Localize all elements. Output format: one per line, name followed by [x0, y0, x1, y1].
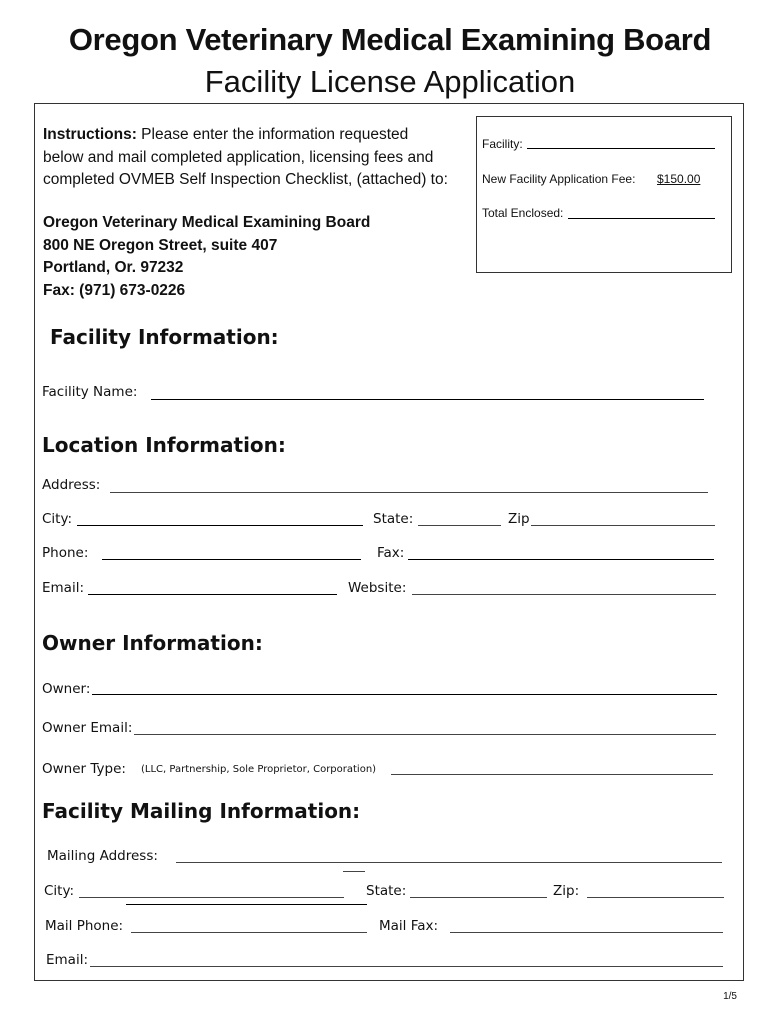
owner-info-heading: Owner Information:	[42, 631, 263, 655]
city-label: City:	[42, 511, 73, 527]
mailing-state-field[interactable]	[410, 897, 547, 898]
mailing-zip-field[interactable]	[587, 897, 724, 898]
owner-field[interactable]	[92, 694, 717, 695]
instructions-label: Instructions:	[43, 126, 137, 143]
facility-mailing-heading: Facility Mailing Information:	[42, 799, 361, 823]
fax-label: Fax:	[377, 545, 405, 561]
mailing-zip-label: Zip:	[553, 883, 580, 899]
instructions-block	[43, 124, 448, 192]
facility-name-label: Facility Name:	[42, 384, 138, 400]
mail-fax-field[interactable]	[450, 932, 723, 933]
address-street: 800 NE Oregon Street, suite 407	[43, 236, 278, 254]
instructions-line-1: Please enter the information requested	[136, 126, 409, 143]
fee-label: New Facility Application Fee:	[482, 172, 636, 186]
mailing-address-continuation	[343, 871, 365, 872]
state-label: State:	[373, 511, 414, 527]
address-fax: Fax: (971) 673-0226	[43, 281, 186, 299]
mailing-state-label: State:	[366, 883, 407, 899]
owner-type-label: Owner Type:	[42, 761, 126, 777]
fee-facility-field[interactable]	[527, 148, 715, 149]
mail-phone-label: Mail Phone:	[45, 918, 124, 934]
address-city: Portland, Or. 97232	[43, 259, 184, 276]
page-number: 1/5	[723, 991, 737, 1002]
mailing-address-block	[43, 212, 370, 302]
mail-phone-field[interactable]	[131, 932, 367, 933]
mailing-city-underline	[126, 904, 367, 905]
mailing-address-label: Mailing Address:	[47, 848, 158, 864]
email-label: Email:	[42, 580, 85, 596]
facility-info-heading: Facility Information:	[50, 325, 279, 349]
phone-label: Phone:	[42, 545, 89, 561]
address-label: Address:	[42, 477, 101, 493]
fax-field[interactable]	[408, 559, 714, 560]
fee-facility-label: Facility:	[482, 137, 523, 151]
address-field[interactable]	[110, 492, 708, 493]
instructions-line-3: completed OVMEB Self Inspection Checklist, (attached) to:	[43, 171, 448, 188]
city-field[interactable]	[77, 525, 363, 526]
page-subtitle: Facility License Application	[204, 64, 576, 99]
mailing-address-field[interactable]	[176, 862, 722, 863]
zip-label: Zip	[508, 511, 530, 527]
mail-email-label: Email:	[46, 952, 89, 968]
fee-value: $150.00	[657, 172, 701, 186]
owner-email-label: Owner Email:	[42, 720, 133, 736]
website-field[interactable]	[412, 594, 716, 595]
total-enclosed-label: Total Enclosed:	[482, 206, 564, 220]
owner-email-field[interactable]	[134, 734, 716, 735]
zip-field[interactable]	[531, 525, 715, 526]
mailing-city-field[interactable]	[79, 897, 344, 898]
mail-fax-label: Mail Fax:	[379, 918, 439, 934]
owner-type-hint: (LLC, Partnership, Sole Proprietor, Corporation)	[141, 764, 377, 775]
mailing-city-label: City:	[44, 883, 75, 899]
instructions-line-2: below and mail completed application, licensing fees and	[43, 148, 434, 166]
owner-type-field[interactable]	[391, 774, 713, 775]
owner-label: Owner:	[42, 681, 91, 697]
total-enclosed-field[interactable]	[568, 218, 715, 219]
address-org: Oregon Veterinary Medical Examining Board	[43, 214, 371, 231]
facility-name-field[interactable]	[151, 399, 704, 400]
page-title: Oregon Veterinary Medical Examining Board	[68, 22, 712, 57]
email-field[interactable]	[88, 594, 337, 595]
location-info-heading: Location Information:	[42, 433, 286, 457]
phone-field[interactable]	[102, 559, 361, 560]
mail-email-field[interactable]	[90, 966, 723, 967]
state-field[interactable]	[418, 525, 501, 526]
website-label: Website:	[348, 580, 407, 596]
